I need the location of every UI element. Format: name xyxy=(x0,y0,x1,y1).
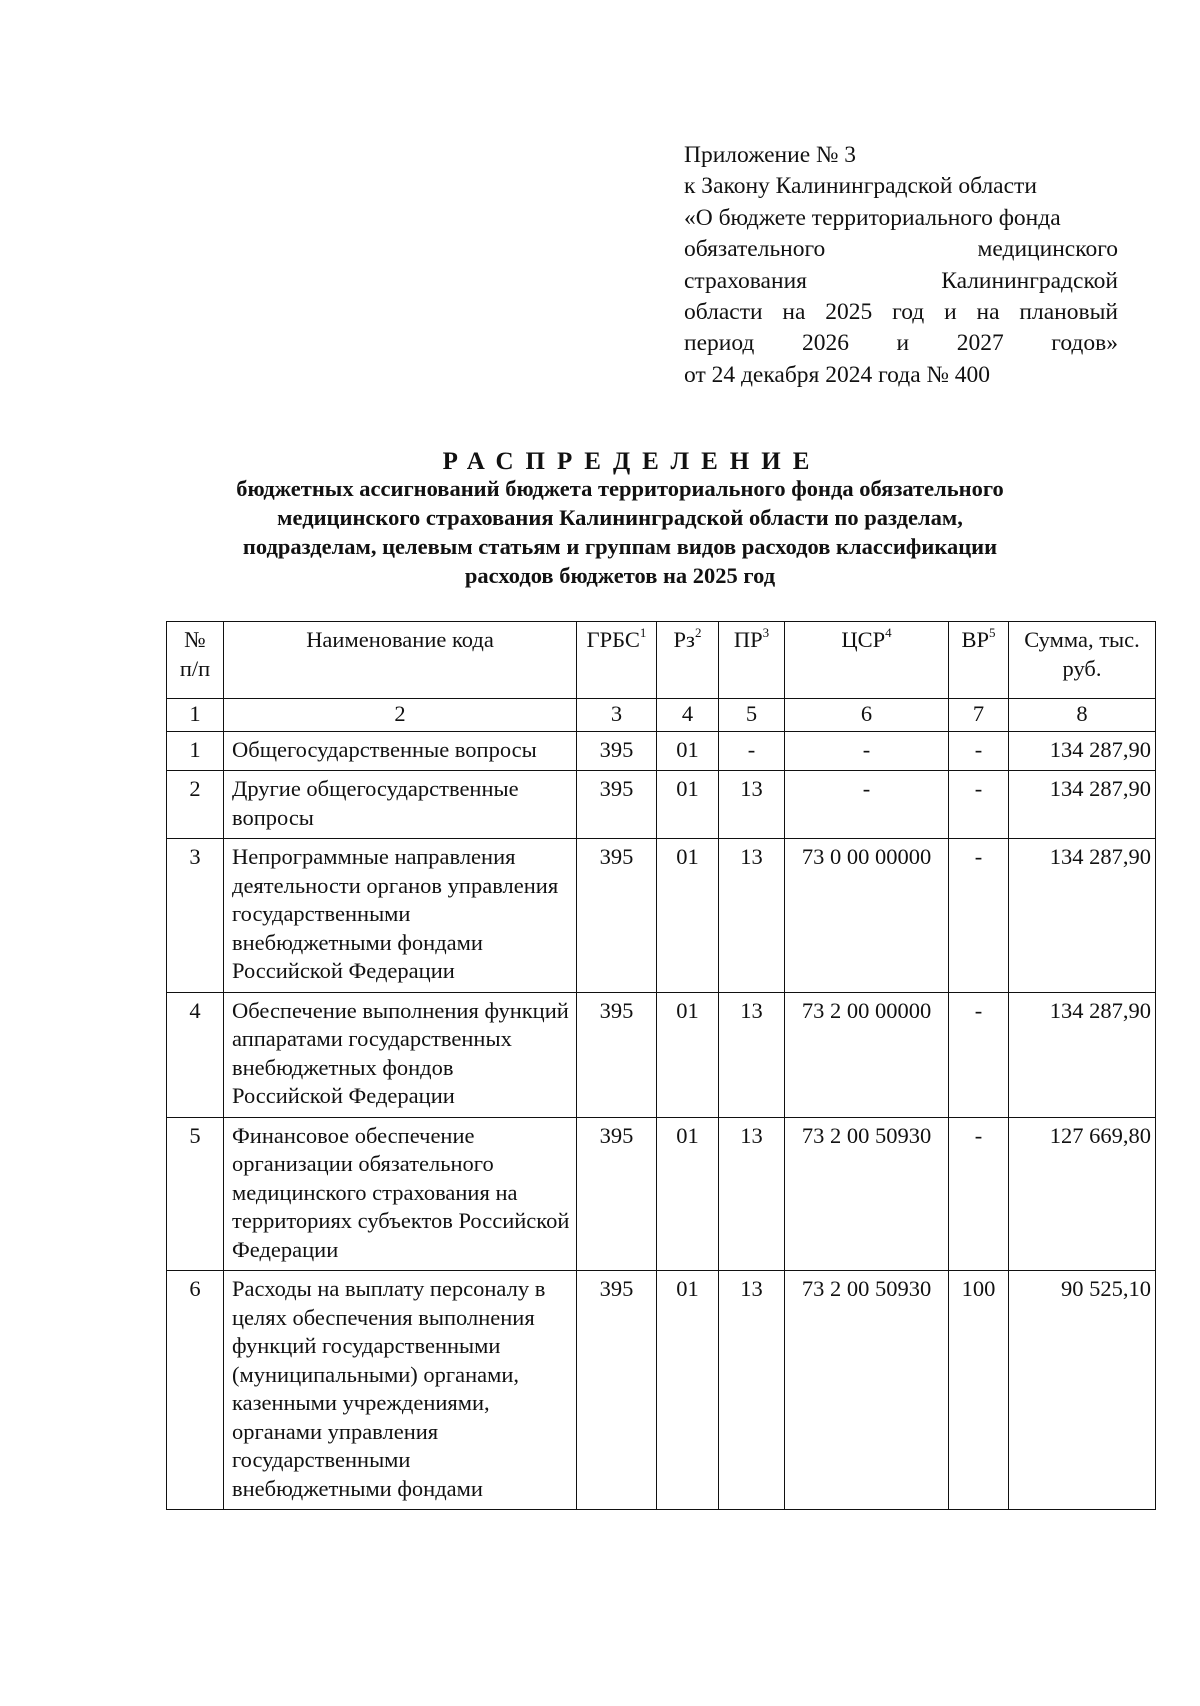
row-pr: 13 xyxy=(719,992,785,1117)
header-csr-label: ЦСР xyxy=(841,627,886,652)
appendix-line-2: к Закону Калининградской области xyxy=(684,173,1037,200)
row-pr: 13 xyxy=(719,839,785,993)
column-index: 1 xyxy=(167,699,224,732)
appendix-block xyxy=(684,140,1118,391)
appendix-word: год xyxy=(892,299,925,326)
header-rz xyxy=(657,622,719,699)
row-rz: 01 xyxy=(657,992,719,1117)
row-csr: - xyxy=(785,771,949,839)
row-num: 1 xyxy=(167,731,224,771)
table-row xyxy=(167,1117,1156,1271)
header-pr xyxy=(719,622,785,699)
row-grbs: 395 xyxy=(577,992,657,1117)
header-pr-footnote: 3 xyxy=(762,625,770,640)
row-name: Расходы на выплату персоналу в целях обеспечения выполнения функций государственными (муниципальными) органами, казенными учреждениями, органами управления государственными внебюджетными фондами xyxy=(224,1271,577,1510)
row-vr: 100 xyxy=(949,1271,1009,1510)
row-name: Общегосударственные вопросы xyxy=(224,731,577,771)
row-csr: 73 2 00 50930 xyxy=(785,1117,949,1271)
row-vr: - xyxy=(949,1117,1009,1271)
header-grbs-footnote: 1 xyxy=(639,625,647,640)
column-index: 8 xyxy=(1009,699,1156,732)
header-csr xyxy=(785,622,949,699)
row-sum: 127 669,80 xyxy=(1009,1117,1156,1271)
appendix-word: области xyxy=(684,299,763,326)
row-sum: 134 287,90 xyxy=(1009,839,1156,993)
row-name: Другие общегосударственные вопросы xyxy=(224,771,577,839)
table-row xyxy=(167,1271,1156,1510)
row-sum: 134 287,90 xyxy=(1009,992,1156,1117)
row-csr: 73 2 00 00000 xyxy=(785,992,949,1117)
row-num: 4 xyxy=(167,992,224,1117)
row-vr: - xyxy=(949,771,1009,839)
column-index: 2 xyxy=(224,699,577,732)
row-name: Финансовое обеспечение организации обязательного медицинского страхования на территориях субъектов Российской Федерации xyxy=(224,1117,577,1271)
appendix-line-1: Приложение № 3 xyxy=(684,142,857,168)
row-num: 5 xyxy=(167,1117,224,1271)
budget-table xyxy=(166,621,1156,1510)
appendix-line-4 xyxy=(684,234,1118,265)
header-vr-footnote: 5 xyxy=(989,625,996,640)
row-name: Обеспечение выполнения функций аппаратами государственных внебюджетных фондов Российской Федерации xyxy=(224,992,577,1117)
column-index: 4 xyxy=(657,699,719,732)
subtitle-line: подразделам, целевым статьям и группам видов расходов классификации xyxy=(242,534,998,559)
row-csr: 73 0 00 00000 xyxy=(785,839,949,993)
column-index: 6 xyxy=(785,699,949,732)
document-subtitle xyxy=(150,474,1090,590)
row-sum: 90 525,10 xyxy=(1009,1271,1156,1510)
row-num: 3 xyxy=(167,839,224,993)
row-vr: - xyxy=(949,992,1009,1117)
table-row xyxy=(167,731,1156,771)
row-num: 2 xyxy=(167,771,224,839)
row-csr: - xyxy=(785,731,949,771)
header-rz-footnote: 2 xyxy=(694,625,702,640)
row-rz: 01 xyxy=(657,1271,719,1510)
row-pr: 13 xyxy=(719,1271,785,1510)
appendix-word: обязательного xyxy=(684,236,826,263)
header-csr-footnote: 4 xyxy=(885,625,892,640)
row-rz: 01 xyxy=(657,771,719,839)
row-pr: 13 xyxy=(719,771,785,839)
appendix-line-8: от 24 декабря 2024 года № 400 xyxy=(684,361,991,388)
column-index: 5 xyxy=(719,699,785,732)
row-pr: 13 xyxy=(719,1117,785,1271)
row-csr: 73 2 00 50930 xyxy=(785,1271,949,1510)
row-grbs: 395 xyxy=(577,839,657,993)
appendix-word: 2027 xyxy=(956,330,1004,357)
header-grbs xyxy=(577,622,657,699)
row-pr: - xyxy=(719,731,785,771)
appendix-word: период xyxy=(684,330,755,357)
header-rz-label: Рз xyxy=(673,627,695,652)
appendix-word: годов» xyxy=(1051,330,1118,357)
column-index: 7 xyxy=(949,699,1009,732)
row-vr: - xyxy=(949,731,1009,771)
row-grbs: 395 xyxy=(577,771,657,839)
appendix-word: медицинского xyxy=(977,236,1118,263)
subtitle-line: бюджетных ассигнований бюджета территориального фонда обязательного xyxy=(236,476,1004,501)
row-sum: 134 287,90 xyxy=(1009,731,1156,771)
column-index: 3 xyxy=(577,699,657,732)
table-row xyxy=(167,771,1156,839)
appendix-word: плановый xyxy=(1019,299,1118,326)
row-sum: 134 287,90 xyxy=(1009,771,1156,839)
header-pr-label: ПР xyxy=(733,627,763,652)
row-name: Непрограммные направления деятельности органов управления государственными внебюджетными фондами Российской Федерации xyxy=(224,839,577,993)
appendix-line-7 xyxy=(684,328,1118,359)
header-grbs-label: ГРБС xyxy=(586,627,640,652)
header-vr-label: ВР xyxy=(961,627,990,652)
row-rz: 01 xyxy=(657,731,719,771)
appendix-line-6 xyxy=(684,297,1118,328)
column-index-row xyxy=(167,699,1156,732)
appendix-word: и xyxy=(944,299,957,326)
row-rz: 01 xyxy=(657,839,719,993)
row-vr: - xyxy=(949,839,1009,993)
subtitle-line: медицинского страхования Калининградской области по разделам, xyxy=(277,505,963,530)
header-num: № п/п xyxy=(167,622,224,699)
appendix-word: на xyxy=(976,299,1000,326)
header-vr xyxy=(949,622,1009,699)
subtitle-line: расходов бюджетов на 2025 год xyxy=(464,563,776,588)
row-grbs: 395 xyxy=(577,1117,657,1271)
appendix-word: и xyxy=(896,330,910,357)
header-name: Наименование кода xyxy=(224,622,577,699)
table-row xyxy=(167,992,1156,1117)
row-grbs: 395 xyxy=(577,1271,657,1510)
table-header-row xyxy=(167,622,1156,699)
row-num: 6 xyxy=(167,1271,224,1510)
appendix-word: 2025 xyxy=(825,299,873,326)
appendix-word: 2026 xyxy=(801,330,849,357)
appendix-line-3: «О бюджете территориального фонда xyxy=(684,204,1061,231)
appendix-line-5 xyxy=(684,266,1118,297)
appendix-word: на xyxy=(782,299,806,326)
row-rz: 01 xyxy=(657,1117,719,1271)
appendix-word: страхования xyxy=(684,267,807,294)
row-grbs: 395 xyxy=(577,731,657,771)
document-title: РАСПРЕДЕЛЕНИЕ xyxy=(442,448,822,475)
appendix-word: Калининградской xyxy=(941,267,1118,294)
table-row xyxy=(167,839,1156,993)
header-sum: Сумма, тыс. руб. xyxy=(1009,622,1156,699)
